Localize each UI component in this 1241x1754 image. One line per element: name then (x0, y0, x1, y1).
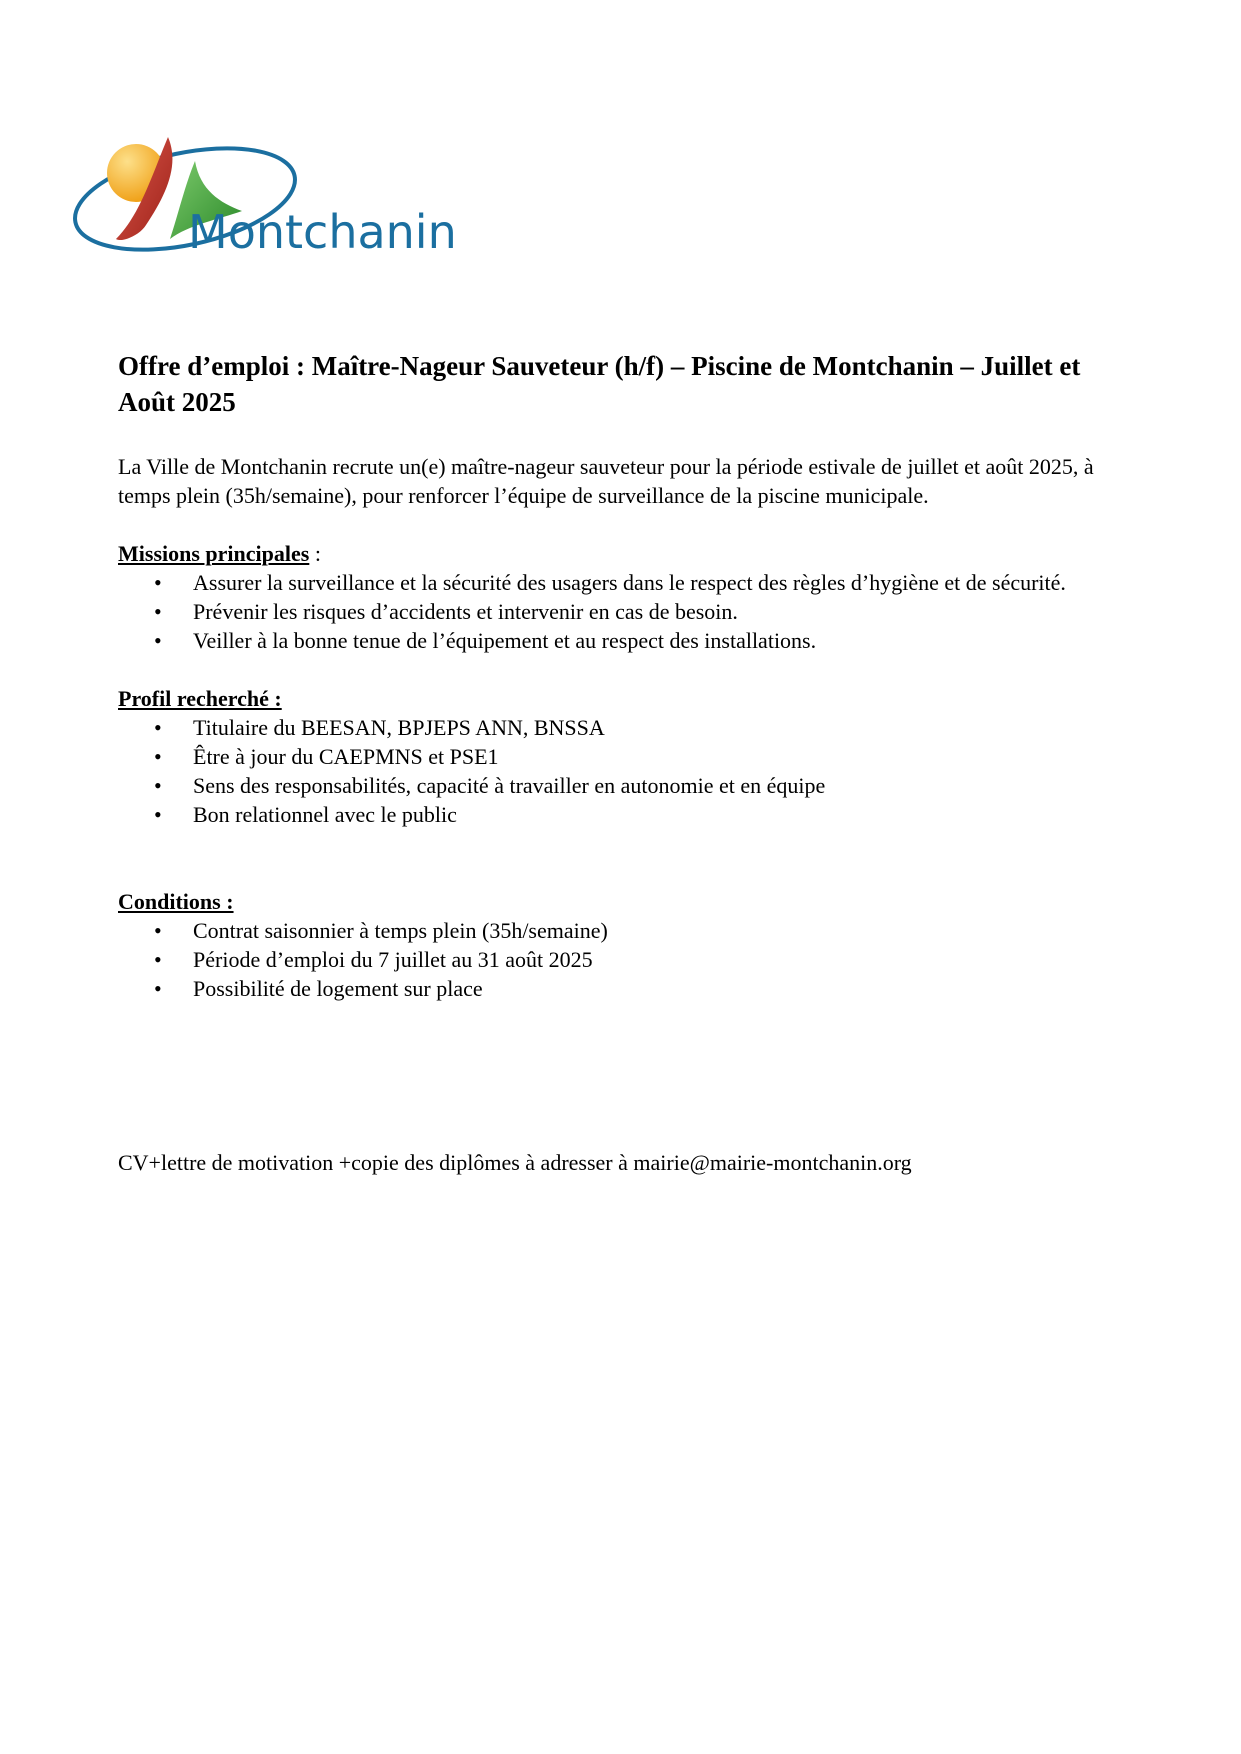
profile-heading (118, 684, 1138, 713)
montchanin-logo (70, 135, 490, 285)
mission-text: Prévenir les risques d’accidents et intervenir en cas de besoin. (193, 599, 738, 624)
list-item (118, 713, 1138, 742)
list-item (118, 916, 1138, 945)
list-item (118, 945, 1138, 974)
bullet-icon: • (154, 744, 162, 769)
list-item (118, 597, 1138, 626)
logo-wordmark: Montchanin (188, 205, 457, 259)
list-item (118, 568, 1138, 597)
job-offer (118, 348, 1138, 1177)
bullet-icon: • (154, 918, 162, 943)
missions-list (118, 568, 1138, 655)
list-item (118, 800, 1138, 829)
conditions-heading (118, 887, 1138, 916)
intro-paragraph: La Ville de Montchanin recrute un(e) maître-nageur sauveteur pour la période estivale de juillet et août 2025, à temps plein (35h/semaine), pour renforcer l’équipe de surveillance de la piscine municipale. (118, 454, 1094, 508)
condition-text: Période d’emploi du 7 juillet au 31 août 2025 (193, 947, 593, 972)
bullet-icon: • (154, 628, 162, 653)
conditions-list (118, 916, 1138, 1003)
profile-heading-label: Profil recherché : (118, 686, 282, 711)
bullet-icon: • (154, 976, 162, 1001)
condition-text: Contrat saisonnier à temps plein (35h/semaine) (193, 918, 608, 943)
profile-text: Être à jour du CAEPMNS et PSE1 (193, 744, 499, 769)
bullet-icon: • (154, 773, 162, 798)
profile-list (118, 713, 1138, 829)
list-item (118, 742, 1138, 771)
profile-text: Sens des responsabilités, capacité à travailler en autonomie et en équipe (193, 773, 826, 798)
bullet-icon: • (154, 715, 162, 740)
list-item (118, 974, 1138, 1003)
profile-text: Bon relationnel avec le public (193, 802, 457, 827)
bullet-icon: • (154, 947, 162, 972)
missions-heading (118, 539, 1138, 568)
conditions-heading-label: Conditions : (118, 889, 234, 914)
missions-heading-label: Missions principales (118, 541, 310, 566)
profile-text: Titulaire du BEESAN, BPJEPS ANN, BNSSA (193, 715, 605, 740)
list-item (118, 626, 1138, 655)
application-instructions: CV+lettre de motivation +copie des diplômes à adresser à mairie@mairie-montchanin.org (118, 1150, 912, 1175)
condition-text: Possibilité de logement sur place (193, 976, 483, 1001)
page-title: Offre d’emploi : Maître-Nageur Sauveteur (h/f) – Piscine de Montchanin – Juillet et Août 2025 (118, 351, 1081, 417)
mission-text: Assurer la surveillance et la sécurité des usagers dans le respect des règles d’hygiène et de sécurité. (193, 570, 1066, 595)
bullet-icon: • (154, 599, 162, 624)
bullet-icon: • (154, 802, 162, 827)
missions-heading-suffix: : (309, 541, 321, 566)
mission-text: Veiller à la bonne tenue de l’équipement et au respect des installations. (193, 628, 817, 653)
list-item (118, 771, 1138, 800)
bullet-icon: • (154, 570, 162, 595)
